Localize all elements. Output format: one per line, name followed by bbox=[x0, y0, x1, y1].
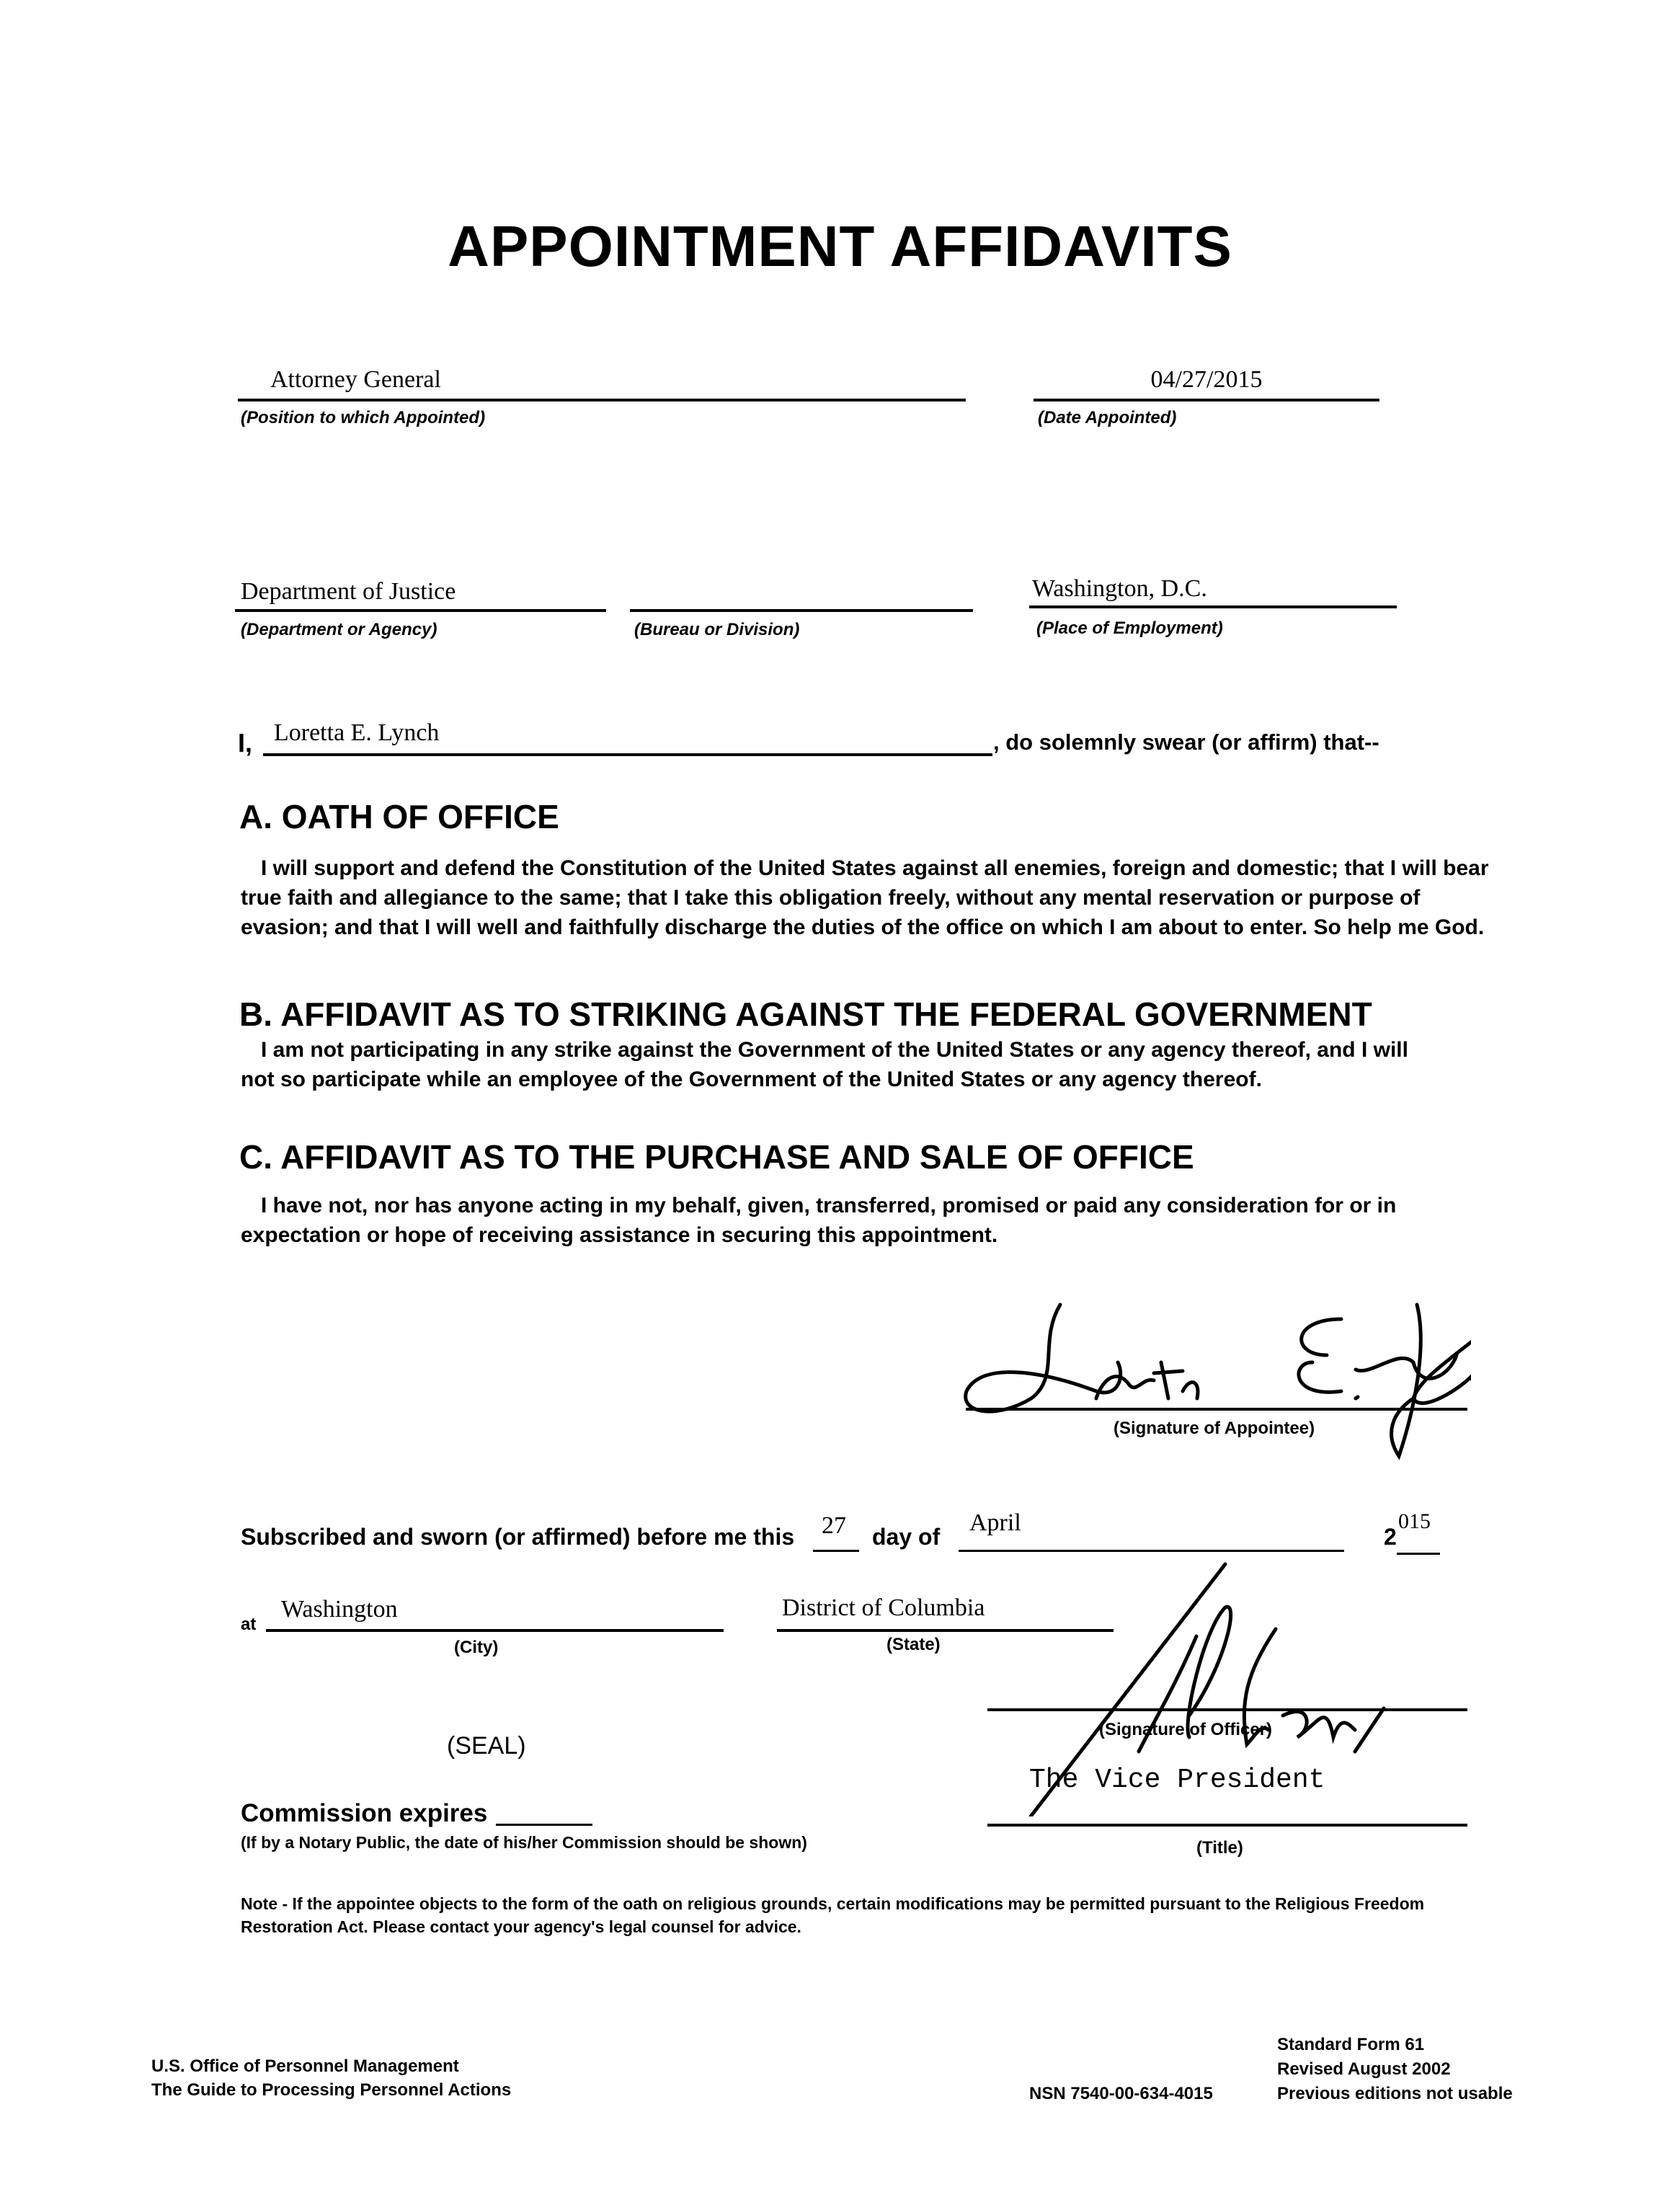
at-text: at bbox=[241, 1615, 257, 1634]
city-line bbox=[266, 1629, 724, 1632]
footer-nsn: NSN 7540-00-634-4015 bbox=[1029, 2084, 1213, 2103]
title-line bbox=[987, 1824, 1467, 1827]
day-of-text: day of bbox=[872, 1524, 941, 1550]
footer-opm: U.S. Office of Personnel Management bbox=[151, 2056, 459, 2076]
year-prefix: 2 bbox=[1384, 1524, 1397, 1550]
position-label: (Position to which Appointed) bbox=[241, 408, 486, 427]
sworn-text: Subscribed and sworn (or affirmed) before me this bbox=[241, 1524, 795, 1550]
oath-intro: , do solemnly swear (or affirm) that-- bbox=[993, 729, 1379, 755]
officer-signature-label: (Signature of Officer) bbox=[1099, 1720, 1273, 1739]
place-label: (Place of Employment) bbox=[1036, 618, 1223, 638]
commission-text: Commission expires bbox=[241, 1799, 488, 1827]
appointee-signature-label: (Signature of Appointee) bbox=[1114, 1419, 1315, 1438]
section-b-heading: B. AFFIDAVIT AS TO STRIKING AGAINST THE FEDERAL GOVERNMENT bbox=[239, 995, 1372, 1033]
date-label: (Date Appointed) bbox=[1038, 408, 1177, 427]
bureau-label: (Bureau or Division) bbox=[634, 620, 800, 639]
sworn-month: April bbox=[969, 1509, 1021, 1536]
section-c-heading: C. AFFIDAVIT AS TO THE PURCHASE AND SALE OF OFFICE bbox=[239, 1138, 1194, 1176]
footer-revised: Revised August 2002 bbox=[1277, 2059, 1451, 2079]
name-prefix: I, bbox=[238, 728, 253, 758]
department-line bbox=[235, 609, 606, 612]
department-label: (Department or Agency) bbox=[241, 620, 437, 639]
officer-signature-line bbox=[987, 1708, 1467, 1711]
name-line bbox=[263, 753, 992, 756]
title-label: (Title) bbox=[1196, 1838, 1243, 1858]
officer-title: The Vice President bbox=[1029, 1765, 1325, 1796]
department-value: Department of Justice bbox=[241, 578, 456, 605]
appointee-name: Loretta E. Lynch bbox=[274, 719, 440, 746]
sworn-city: Washington bbox=[281, 1596, 398, 1623]
position-line bbox=[238, 399, 966, 401]
note-text: Note - If the appointee objects to the form of the oath on religious grounds, certain modifications may be permitted pursuant to the Religious Freedom Restoration Act. Please contact your agency's legal counsel for advice. bbox=[241, 1894, 1425, 1936]
section-a-text: I will support and defend the Constitution of the United States against all enemies, foreign and domestic; that I will bear true faith and allegiance to the same; that I take this obligation freely, without any mental reservation or purpose of evasion; and that I will well and faithfully discharge the duties of the office on which I am about to enter. So help me God. bbox=[241, 856, 1489, 939]
footer-editions: Previous editions not usable bbox=[1277, 2084, 1513, 2103]
footer-form-number: Standard Form 61 bbox=[1277, 2035, 1425, 2054]
place-value: Washington, D.C. bbox=[1032, 575, 1207, 602]
year-line bbox=[1397, 1553, 1440, 1555]
footer-guide: The Guide to Processing Personnel Actions bbox=[151, 2080, 512, 2100]
place-line bbox=[1029, 605, 1397, 608]
page-title: APPOINTMENT AFFIDAVITS bbox=[448, 214, 1232, 278]
day-line bbox=[813, 1550, 859, 1552]
appointee-signature-line bbox=[966, 1408, 1467, 1411]
section-c-text: I have not, nor has anyone acting in my behalf, given, transferred, promised or paid any consideration for or in expectation or hope of receiving assistance in securing this appointment. bbox=[241, 1194, 1397, 1247]
state-label: (State) bbox=[886, 1635, 941, 1654]
sworn-day: 27 bbox=[822, 1512, 846, 1539]
city-label: (City) bbox=[454, 1638, 499, 1657]
seal-text: (SEAL) bbox=[447, 1732, 526, 1760]
sworn-state: District of Columbia bbox=[782, 1594, 985, 1621]
section-b-text: I am not participating in any strike against the Government of the United States or any agency thereof, and I will not so participate while an employee of the Government of the United States or any agency thereof. bbox=[241, 1038, 1408, 1091]
commission-line bbox=[496, 1824, 592, 1826]
section-a-heading: A. OATH OF OFFICE bbox=[239, 798, 559, 835]
month-line bbox=[959, 1550, 1344, 1552]
date-value: 04/27/2015 bbox=[1150, 366, 1263, 393]
commission-note: (If by a Notary Public, the date of his/her Commission should be shown) bbox=[241, 1833, 807, 1852]
position-value: Attorney General bbox=[270, 366, 441, 393]
sworn-year: 015 bbox=[1398, 1509, 1431, 1533]
date-line bbox=[1034, 399, 1379, 401]
bureau-line bbox=[630, 609, 973, 612]
